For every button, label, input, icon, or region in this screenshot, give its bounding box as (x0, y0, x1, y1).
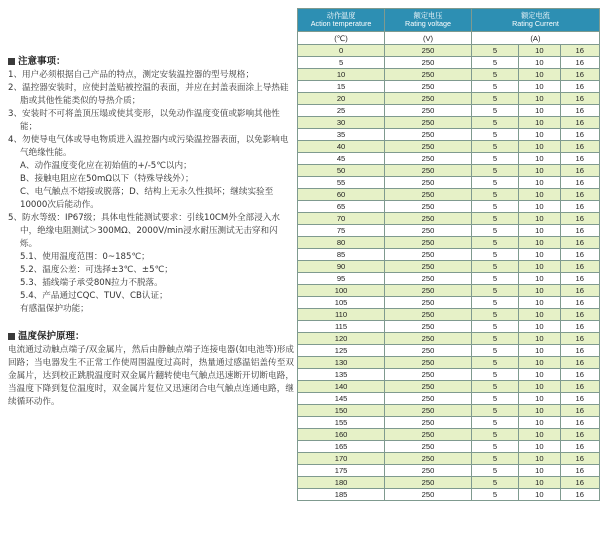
cell-current-5: 5 (471, 261, 518, 273)
cell-current-10: 10 (519, 105, 560, 117)
cell-current-10: 10 (519, 393, 560, 405)
cell-voltage: 250 (385, 429, 472, 441)
cell-current-5: 5 (471, 333, 518, 345)
cell-current-5: 5 (471, 153, 518, 165)
table-row (298, 405, 600, 417)
notes-title: 注意事项： (8, 55, 294, 68)
cell-voltage: 250 (385, 417, 472, 429)
cell-temperature: 85 (298, 249, 385, 261)
cell-temperature: 100 (298, 285, 385, 297)
cell-current-16: 16 (560, 249, 599, 261)
cell-current-16: 16 (560, 177, 599, 189)
cell-temperature: 175 (298, 465, 385, 477)
left-text-panel (8, 55, 294, 409)
note-item-n55: 有感温保护功能； (20, 304, 89, 314)
cell-current-10: 10 (519, 297, 560, 309)
cell-temperature: 185 (298, 489, 385, 501)
cell-temperature: 70 (298, 213, 385, 225)
table-row (298, 273, 600, 285)
cell-voltage: 250 (385, 141, 472, 153)
note-item-n4a: A、动作温度变化应在初始值的+/-5℃以内； (20, 161, 192, 171)
cell-temperature: 145 (298, 393, 385, 405)
table-row (298, 93, 600, 105)
cell-current-16: 16 (560, 117, 599, 129)
cell-current-16: 16 (560, 165, 599, 177)
cell-current-5: 5 (471, 369, 518, 381)
cell-current-16: 16 (560, 393, 599, 405)
table-row (298, 429, 600, 441)
table-row (298, 381, 600, 393)
cell-current-5: 5 (471, 81, 518, 93)
cell-temperature: 35 (298, 129, 385, 141)
unit-current: (A) (471, 32, 599, 45)
cell-voltage: 250 (385, 261, 472, 273)
spec-table (297, 8, 600, 501)
cell-temperature: 135 (298, 369, 385, 381)
cell-voltage: 250 (385, 117, 472, 129)
table-row (298, 201, 600, 213)
cell-current-16: 16 (560, 261, 599, 273)
header-rating-voltage: 额定电压 Rating voltage (385, 9, 472, 32)
table-row (298, 321, 600, 333)
cell-current-5: 5 (471, 117, 518, 129)
cell-current-16: 16 (560, 381, 599, 393)
note-item-n5: 5、防水等级：IP67级；具体电性能测试要求：引线10CM外全部浸入水中，绝缘电阻测试＞300MΩ、2000V/min浸水耐压测试无击穿和闪烁。 (8, 213, 280, 249)
cell-voltage: 250 (385, 237, 472, 249)
table-row (298, 297, 600, 309)
cell-current-5: 5 (471, 177, 518, 189)
cell-temperature: 140 (298, 381, 385, 393)
unit-temperature: (℃) (298, 32, 385, 45)
cell-current-5: 5 (471, 297, 518, 309)
cell-current-5: 5 (471, 273, 518, 285)
cell-current-5: 5 (471, 45, 518, 57)
cell-current-10: 10 (519, 489, 560, 501)
cell-current-10: 10 (519, 309, 560, 321)
cell-current-10: 10 (519, 81, 560, 93)
cell-temperature: 130 (298, 357, 385, 369)
cell-current-10: 10 (519, 345, 560, 357)
cell-voltage: 250 (385, 369, 472, 381)
cell-current-5: 5 (471, 465, 518, 477)
cell-current-16: 16 (560, 369, 599, 381)
cell-voltage: 250 (385, 189, 472, 201)
note-item-n51: 5.1、使用温度范围：0~185℃； (20, 252, 150, 262)
table-row (298, 357, 600, 369)
table-row (298, 285, 600, 297)
header-action-temperature: 动作温度 Action temperature (298, 9, 385, 32)
table-row (298, 417, 600, 429)
cell-current-16: 16 (560, 297, 599, 309)
cell-current-10: 10 (519, 93, 560, 105)
cell-temperature: 110 (298, 309, 385, 321)
cell-temperature: 95 (298, 273, 385, 285)
cell-temperature: 155 (298, 417, 385, 429)
unit-voltage: (V) (385, 32, 472, 45)
cell-temperature: 125 (298, 345, 385, 357)
cell-current-16: 16 (560, 333, 599, 345)
cell-current-10: 10 (519, 249, 560, 261)
cell-temperature: 5 (298, 57, 385, 69)
table-row (298, 465, 600, 477)
table-row (298, 225, 600, 237)
spec-table-container (297, 8, 600, 501)
cell-current-5: 5 (471, 225, 518, 237)
square-bullet-icon (8, 58, 15, 65)
table-row (298, 333, 600, 345)
cell-current-10: 10 (519, 453, 560, 465)
cell-current-5: 5 (471, 189, 518, 201)
note-item-n4b: B、接触电阻应在50mΩ以下（特殊导线外）； (20, 174, 194, 184)
table-row (298, 177, 600, 189)
principle-text: 电流通过动触点端子/双金属片，然后由静触点端子连接电器(如电池等)形成回路；当电器发生不正常工作使周围温度过高时，热量通过感温铝盖传至双金属片，达到校正跳脱温度时双金属片翻转使电气触点迅速断开切断电路，当温度下降到复位温度时，双金属片复位又迅速闭合电气触点连通电路，继续循环动作。 (8, 345, 294, 407)
table-row (298, 249, 600, 261)
table-row (298, 237, 600, 249)
cell-voltage: 250 (385, 273, 472, 285)
cell-current-16: 16 (560, 453, 599, 465)
cell-current-5: 5 (471, 165, 518, 177)
cell-voltage: 250 (385, 309, 472, 321)
cell-current-10: 10 (519, 201, 560, 213)
cell-current-10: 10 (519, 153, 560, 165)
cell-voltage: 250 (385, 57, 472, 69)
cell-current-16: 16 (560, 465, 599, 477)
table-row (298, 393, 600, 405)
cell-current-16: 16 (560, 57, 599, 69)
cell-current-16: 16 (560, 429, 599, 441)
cell-current-16: 16 (560, 45, 599, 57)
cell-current-10: 10 (519, 333, 560, 345)
cell-voltage: 250 (385, 465, 472, 477)
cell-voltage: 250 (385, 201, 472, 213)
cell-current-16: 16 (560, 273, 599, 285)
cell-voltage: 250 (385, 441, 472, 453)
cell-voltage: 250 (385, 69, 472, 81)
table-row (298, 453, 600, 465)
table-row (298, 261, 600, 273)
cell-current-10: 10 (519, 405, 560, 417)
cell-current-10: 10 (519, 117, 560, 129)
cell-temperature: 40 (298, 141, 385, 153)
cell-current-16: 16 (560, 153, 599, 165)
note-item-n52: 5.2、温度公差：可选择±3℃、±5℃； (20, 265, 173, 275)
table-row (298, 81, 600, 93)
cell-temperature: 0 (298, 45, 385, 57)
cell-temperature: 15 (298, 81, 385, 93)
cell-temperature: 105 (298, 297, 385, 309)
cell-current-16: 16 (560, 189, 599, 201)
cell-current-5: 5 (471, 345, 518, 357)
note-item-n2: 2、温控器安装时，应使封盖贴被控温的表面，并应在封盖表面涂上导热硅脂或其他性能类似的导热介质； (8, 83, 289, 106)
cell-voltage: 250 (385, 333, 472, 345)
cell-current-5: 5 (471, 201, 518, 213)
cell-temperature: 25 (298, 105, 385, 117)
cell-current-5: 5 (471, 105, 518, 117)
table-row (298, 189, 600, 201)
cell-current-5: 5 (471, 477, 518, 489)
cell-temperature: 50 (298, 165, 385, 177)
cell-current-16: 16 (560, 477, 599, 489)
cell-current-16: 16 (560, 69, 599, 81)
cell-current-5: 5 (471, 393, 518, 405)
cell-current-10: 10 (519, 57, 560, 69)
cell-current-10: 10 (519, 225, 560, 237)
header-rating-current: 额定电流 Rating Current (471, 9, 599, 32)
table-row (298, 477, 600, 489)
note-item-n53: 5.3、插线端子承受80N拉力不脱落。 (20, 278, 163, 288)
cell-current-5: 5 (471, 57, 518, 69)
cell-current-5: 5 (471, 357, 518, 369)
table-row (298, 141, 600, 153)
cell-current-10: 10 (519, 273, 560, 285)
cell-current-16: 16 (560, 309, 599, 321)
cell-current-10: 10 (519, 213, 560, 225)
cell-current-5: 5 (471, 141, 518, 153)
cell-current-10: 10 (519, 237, 560, 249)
cell-voltage: 250 (385, 297, 472, 309)
note-item-n1: 1、用户必须根据自己产品的特点，测定安装温控器的型号规格； (8, 70, 255, 80)
cell-current-5: 5 (471, 237, 518, 249)
cell-current-16: 16 (560, 489, 599, 501)
cell-current-5: 5 (471, 129, 518, 141)
cell-current-16: 16 (560, 225, 599, 237)
cell-current-10: 10 (519, 165, 560, 177)
table-row (298, 153, 600, 165)
cell-current-5: 5 (471, 441, 518, 453)
cell-current-5: 5 (471, 213, 518, 225)
cell-current-5: 5 (471, 321, 518, 333)
cell-current-16: 16 (560, 441, 599, 453)
cell-current-10: 10 (519, 177, 560, 189)
cell-temperature: 90 (298, 261, 385, 273)
cell-current-16: 16 (560, 321, 599, 333)
table-row (298, 165, 600, 177)
note-item-n3: 3、安装时不可将盖顶压塌或使其变形，以免动作温度变值或影响其他性能； (8, 109, 280, 132)
cell-voltage: 250 (385, 93, 472, 105)
note-item-n54: 5.4、产品通过CQC、TUV、CB认证； (20, 291, 168, 301)
cell-voltage: 250 (385, 105, 472, 117)
table-row (298, 117, 600, 129)
table-row (298, 105, 600, 117)
square-bullet-icon (8, 333, 15, 340)
cell-temperature: 10 (298, 69, 385, 81)
table-row (298, 441, 600, 453)
cell-current-10: 10 (519, 465, 560, 477)
cell-current-5: 5 (471, 429, 518, 441)
cell-voltage: 250 (385, 81, 472, 93)
cell-voltage: 250 (385, 249, 472, 261)
cell-current-5: 5 (471, 249, 518, 261)
cell-temperature: 120 (298, 333, 385, 345)
cell-current-10: 10 (519, 141, 560, 153)
table-row (298, 45, 600, 57)
table-row (298, 213, 600, 225)
cell-current-16: 16 (560, 93, 599, 105)
cell-voltage: 250 (385, 393, 472, 405)
cell-current-5: 5 (471, 417, 518, 429)
cell-voltage: 250 (385, 357, 472, 369)
cell-current-16: 16 (560, 357, 599, 369)
notes-list (8, 69, 294, 316)
cell-voltage: 250 (385, 225, 472, 237)
table-row (298, 57, 600, 69)
cell-current-16: 16 (560, 345, 599, 357)
cell-temperature: 170 (298, 453, 385, 465)
cell-current-16: 16 (560, 405, 599, 417)
cell-current-16: 16 (560, 81, 599, 93)
cell-current-16: 16 (560, 105, 599, 117)
cell-temperature: 75 (298, 225, 385, 237)
cell-temperature: 20 (298, 93, 385, 105)
cell-voltage: 250 (385, 345, 472, 357)
cell-current-16: 16 (560, 417, 599, 429)
cell-voltage: 250 (385, 285, 472, 297)
cell-temperature: 30 (298, 117, 385, 129)
table-row (298, 369, 600, 381)
cell-voltage: 250 (385, 177, 472, 189)
principle-title: 温度保护原理： (8, 330, 294, 343)
cell-current-16: 16 (560, 237, 599, 249)
cell-current-10: 10 (519, 45, 560, 57)
cell-current-16: 16 (560, 201, 599, 213)
cell-voltage: 250 (385, 129, 472, 141)
cell-current-10: 10 (519, 321, 560, 333)
cell-voltage: 250 (385, 213, 472, 225)
cell-voltage: 250 (385, 453, 472, 465)
cell-current-5: 5 (471, 285, 518, 297)
cell-temperature: 160 (298, 429, 385, 441)
cell-temperature: 60 (298, 189, 385, 201)
cell-current-10: 10 (519, 357, 560, 369)
note-item-n4c: C、电气触点不熔接或脱落；D、结构上无永久性损坏；继续实验至10000次后能动作。 (20, 187, 274, 210)
cell-voltage: 250 (385, 153, 472, 165)
cell-current-10: 10 (519, 69, 560, 81)
table-row (298, 309, 600, 321)
cell-voltage: 250 (385, 45, 472, 57)
cell-voltage: 250 (385, 165, 472, 177)
cell-voltage: 250 (385, 321, 472, 333)
cell-current-5: 5 (471, 93, 518, 105)
cell-voltage: 250 (385, 381, 472, 393)
cell-current-10: 10 (519, 261, 560, 273)
note-item-n4: 4、勿使导电气体或导电物质进入温控器内或污染温控器表面，以免影响电气绝缘性能。 (8, 135, 289, 158)
table-row (298, 129, 600, 141)
cell-current-10: 10 (519, 369, 560, 381)
cell-temperature: 150 (298, 405, 385, 417)
cell-current-10: 10 (519, 381, 560, 393)
cell-current-10: 10 (519, 285, 560, 297)
cell-voltage: 250 (385, 489, 472, 501)
cell-current-16: 16 (560, 213, 599, 225)
cell-temperature: 115 (298, 321, 385, 333)
cell-temperature: 165 (298, 441, 385, 453)
cell-current-5: 5 (471, 381, 518, 393)
table-row (298, 69, 600, 81)
cell-current-5: 5 (471, 405, 518, 417)
cell-voltage: 250 (385, 405, 472, 417)
cell-voltage: 250 (385, 477, 472, 489)
cell-current-10: 10 (519, 429, 560, 441)
cell-current-10: 10 (519, 441, 560, 453)
cell-temperature: 180 (298, 477, 385, 489)
cell-temperature: 80 (298, 237, 385, 249)
cell-current-5: 5 (471, 69, 518, 81)
table-row (298, 489, 600, 501)
table-body (298, 45, 600, 501)
cell-temperature: 55 (298, 177, 385, 189)
cell-current-10: 10 (519, 417, 560, 429)
cell-current-10: 10 (519, 189, 560, 201)
cell-current-16: 16 (560, 129, 599, 141)
table-row (298, 345, 600, 357)
cell-current-5: 5 (471, 489, 518, 501)
cell-current-16: 16 (560, 141, 599, 153)
cell-current-10: 10 (519, 477, 560, 489)
cell-current-10: 10 (519, 129, 560, 141)
cell-current-16: 16 (560, 285, 599, 297)
cell-temperature: 65 (298, 201, 385, 213)
cell-temperature: 45 (298, 153, 385, 165)
cell-current-5: 5 (471, 453, 518, 465)
cell-current-5: 5 (471, 309, 518, 321)
